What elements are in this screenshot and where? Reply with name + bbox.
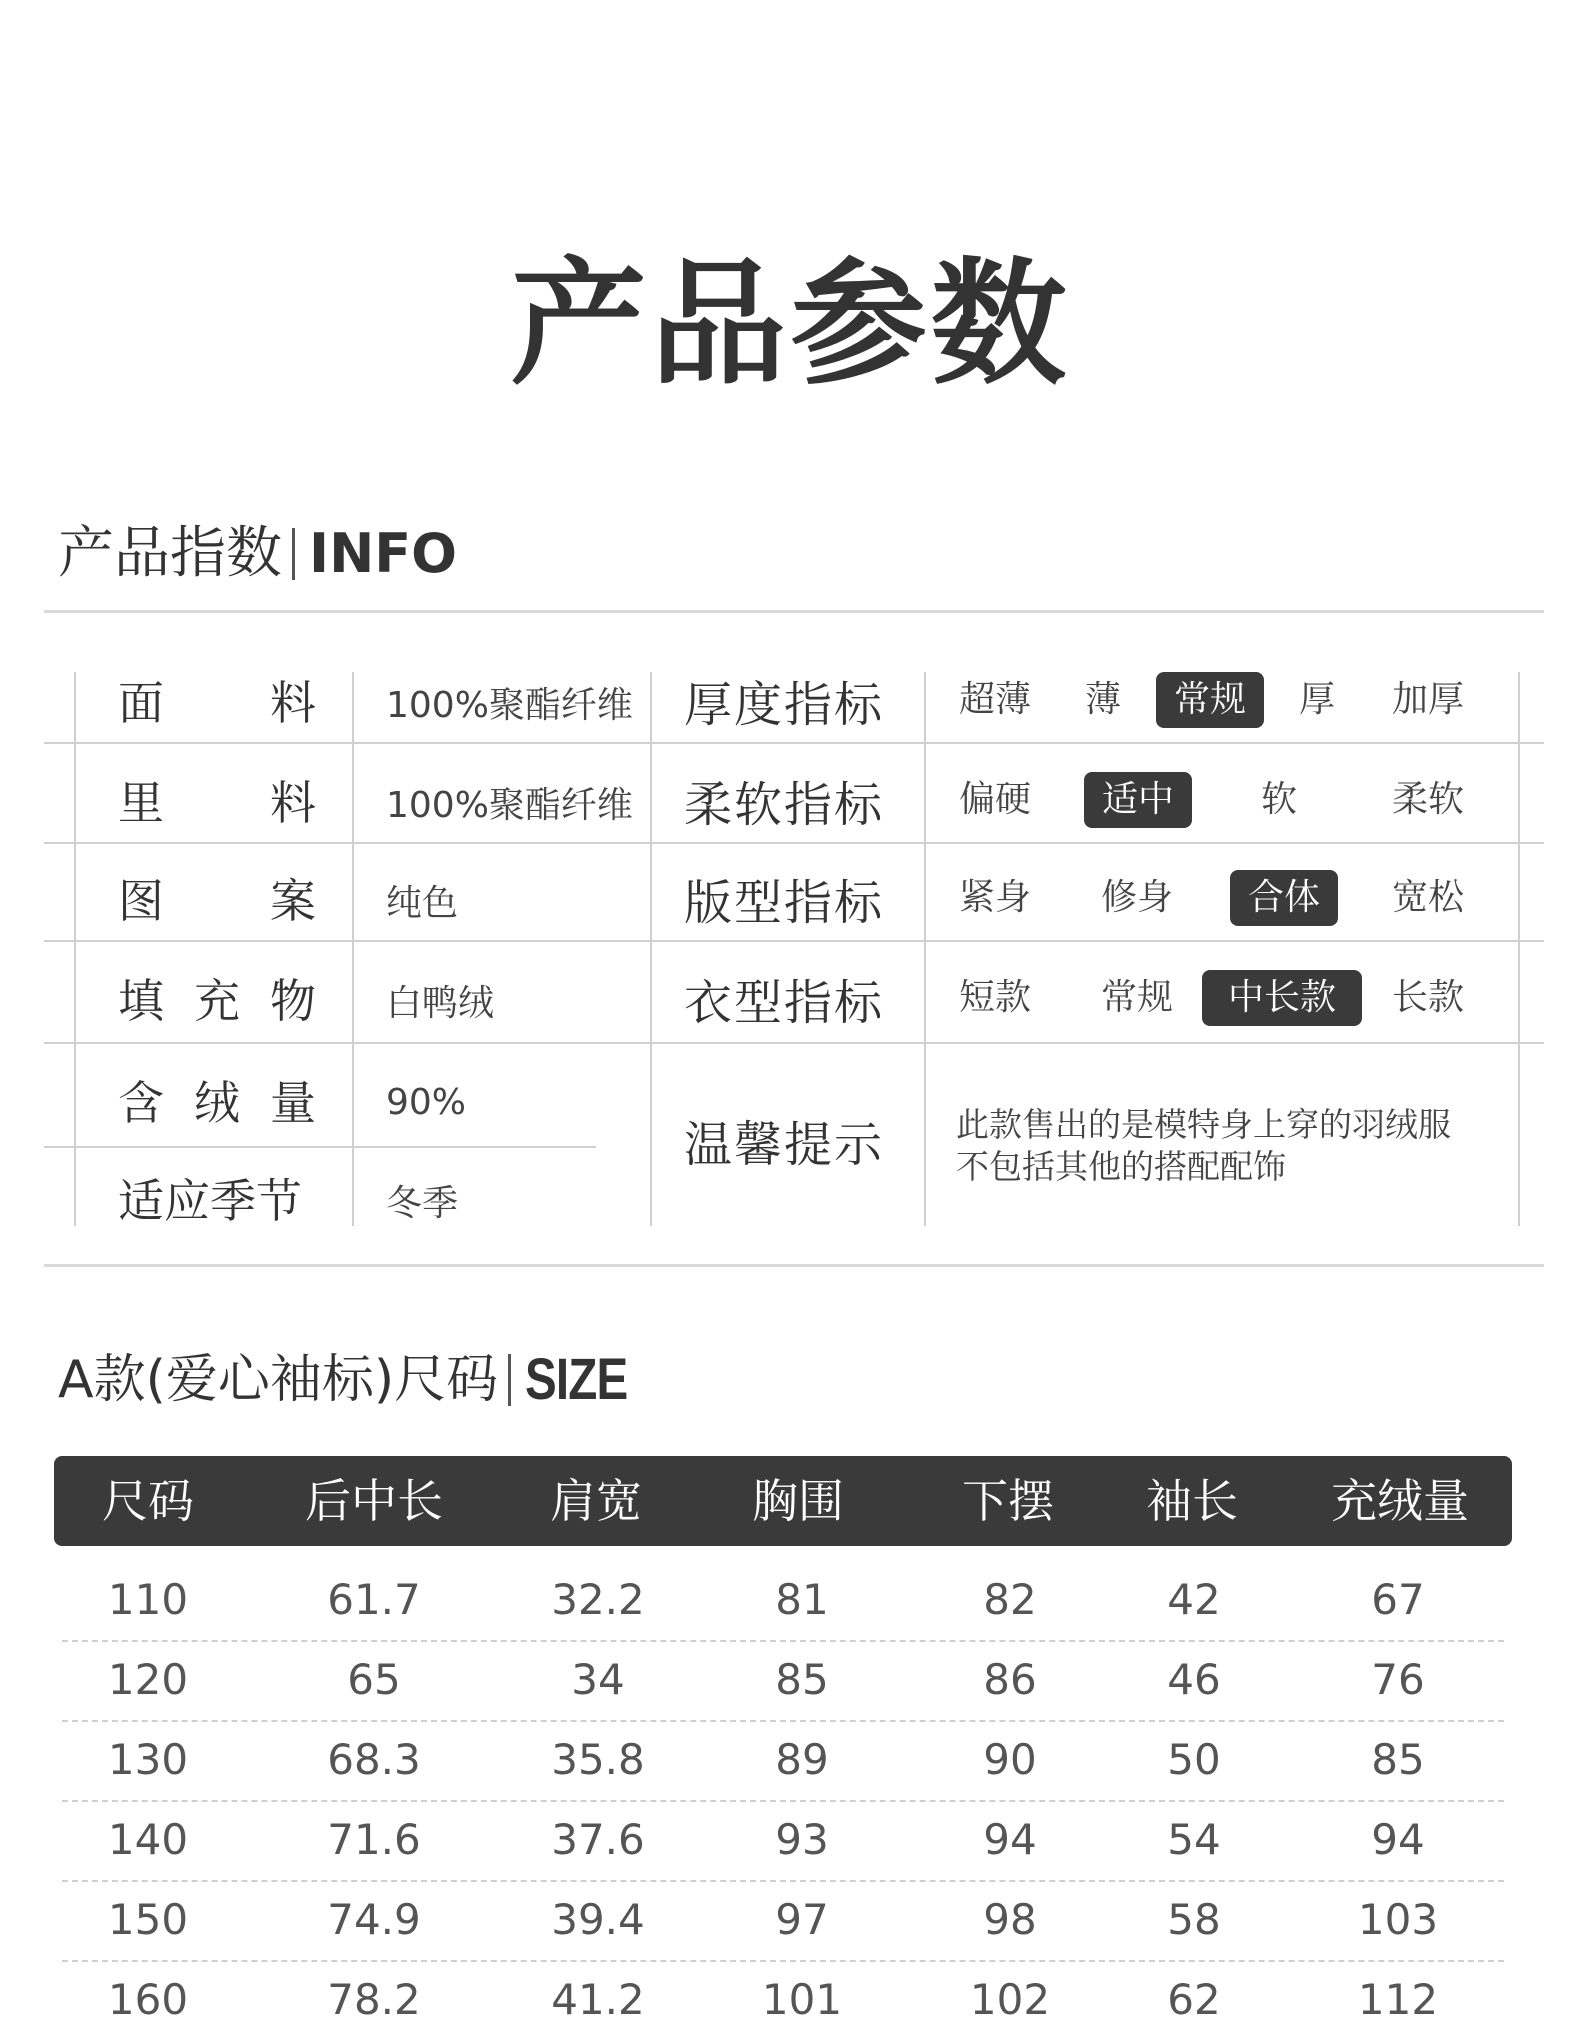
index-option: 常规 [1100,977,1173,1018]
index-label: 版型指标 [684,874,885,931]
size-table-row [62,1882,1504,1962]
size-table-cell: 42 [1167,1575,1221,1624]
info-label-char: 含 [118,1076,164,1130]
size-table-row [62,1642,1504,1722]
info-label-char: 绒 [194,1076,240,1130]
size-table-row [62,1962,1504,2042]
info-value: 100%聚酯纤维 [386,784,633,826]
title-separator [508,1354,511,1406]
size-table-cell: 160 [107,1975,189,2024]
size-table-row [62,1802,1504,1882]
size-table-cell: 61.7 [327,1575,421,1624]
size-table-cell: 94 [1371,1815,1425,1864]
info-label-char: 料 [270,776,316,830]
size-table-cell: 150 [107,1895,189,1944]
info-label [118,868,316,928]
size-table-cell: 85 [1371,1735,1425,1784]
info-col-divider [1518,672,1520,1226]
size-table-cell: 97 [775,1895,829,1944]
info-label [118,968,316,1028]
size-table-cell: 67 [1371,1575,1425,1624]
index-option: 超薄 [958,679,1031,720]
info-label [118,1070,316,1130]
info-row-line [44,842,1544,844]
info-col-divider [352,672,354,1226]
index-option-selected: 中长款 [1202,970,1362,1026]
index-option: 厚 [1298,679,1335,720]
size-header-cell: 肩宽 [550,1474,642,1528]
page-title: 产品参数 [510,246,1071,404]
size-table-cell: 90 [983,1735,1037,1784]
info-col-divider [924,672,926,1226]
size-section-header [58,1348,650,1412]
index-option-selected: 合体 [1230,870,1338,926]
size-table-cell: 89 [775,1735,829,1784]
size-table-cell: 82 [983,1575,1037,1624]
info-label-char: 面 [118,676,164,730]
info-label-char: 案 [270,874,316,928]
size-table-cell: 62 [1167,1975,1221,2024]
size-header-cell: 充绒量 [1331,1474,1469,1528]
size-table-cell: 130 [107,1735,189,1784]
size-table-cell: 65 [347,1655,401,1704]
size-header-cell: 胸围 [752,1474,844,1528]
index-option: 薄 [1084,679,1121,720]
size-table-cell: 50 [1167,1735,1221,1784]
size-table-cell: 39.4 [551,1895,645,1944]
info-value: 90% [386,1081,467,1123]
info-label-char: 适应季节 [118,1174,302,1228]
size-table-cell: 74.9 [327,1895,421,1944]
size-table-cell: 94 [983,1815,1037,1864]
size-table-cell: 93 [775,1815,829,1864]
index-option: 紧身 [958,877,1031,918]
index-option: 长款 [1391,977,1464,1018]
info-row-line [44,1146,596,1148]
info-value: 纯色 [386,882,459,924]
info-value: 白鸭绒 [386,982,495,1024]
size-table-cell: 85 [775,1655,829,1704]
size-table-cell: 34 [571,1655,625,1704]
tip-line: 此款售出的是模特身上穿的羽绒服 [956,1105,1451,1144]
info-label-char: 里 [118,776,164,830]
info-value: 冬季 [386,1182,459,1224]
size-table-cell: 76 [1371,1655,1425,1704]
index-label: 厚度指标 [684,676,885,733]
size-table-cell: 41.2 [551,1975,645,2024]
tip-line: 不包括其他的搭配配饰 [956,1147,1286,1186]
size-table-cell: 101 [761,1975,843,2024]
size-table-cell: 58 [1167,1895,1221,1944]
size-table-row [62,1562,1504,1642]
size-table-cell: 32.2 [551,1575,645,1624]
index-option: 短款 [958,977,1031,1018]
size-table-cell: 54 [1167,1815,1221,1864]
info-label-char: 物 [270,974,316,1028]
title-separator [292,528,295,580]
size-table-cell: 102 [969,1975,1051,2024]
size-table-row [62,1722,1504,1802]
size-table-cell: 71.6 [327,1815,421,1864]
info-bottom-rule [44,1264,1544,1267]
index-option-selected: 适中 [1084,772,1192,828]
size-table-cell: 140 [107,1815,189,1864]
size-table-cell: 120 [107,1655,189,1704]
info-value: 100%聚酯纤维 [386,684,633,726]
info-label [118,770,316,830]
info-row-line [44,940,1544,942]
index-option: 柔软 [1391,779,1464,820]
info-row-line [44,742,1544,744]
index-option: 软 [1260,779,1297,820]
info-label-char: 充 [194,974,240,1028]
info-label [118,1168,316,1228]
index-label: 衣型指标 [684,974,885,1031]
info-title-cn: 产品指数 [58,521,282,586]
size-table-cell: 37.6 [551,1815,645,1864]
info-label [118,670,316,730]
size-table-cell: 81 [775,1575,829,1624]
info-title-en: INFO [309,522,458,585]
index-option-selected: 常规 [1156,672,1264,728]
size-table-cell: 98 [983,1895,1037,1944]
size-table-header [54,1456,1512,1546]
index-option: 加厚 [1391,679,1464,720]
size-table-cell: 86 [983,1655,1037,1704]
info-col-divider [650,672,652,1226]
size-header-cell: 袖长 [1146,1474,1238,1528]
info-label-char: 量 [270,1076,316,1130]
info-label-char: 料 [270,676,316,730]
size-title-en: SIZE [525,1347,628,1412]
index-option: 偏硬 [958,779,1031,820]
tip-label: 温馨提示 [684,1116,885,1173]
size-table-cell: 78.2 [327,1975,421,2024]
size-table-cell: 68.3 [327,1735,421,1784]
info-label-char: 填 [118,974,164,1028]
size-table-cell: 35.8 [551,1735,645,1784]
size-header-cell: 下摆 [962,1474,1054,1528]
size-table-cell: 110 [107,1575,189,1624]
info-col-divider [74,672,76,1226]
size-table-cell: 103 [1357,1895,1439,1944]
info-row-line [44,1042,1544,1044]
size-header-cell: 后中长 [305,1474,443,1528]
size-table-cell: 112 [1357,1975,1439,2024]
info-section-header [58,522,457,586]
info-label-char: 图 [118,874,164,928]
index-option: 宽松 [1391,877,1464,918]
size-header-cell: 尺码 [102,1474,194,1528]
index-option: 修身 [1100,877,1173,918]
index-label: 柔软指标 [684,776,885,833]
size-title-cn: A款(爱心袖标)尺码 [58,1350,499,1410]
size-table-cell: 46 [1167,1655,1221,1704]
info-top-rule [44,610,1544,613]
